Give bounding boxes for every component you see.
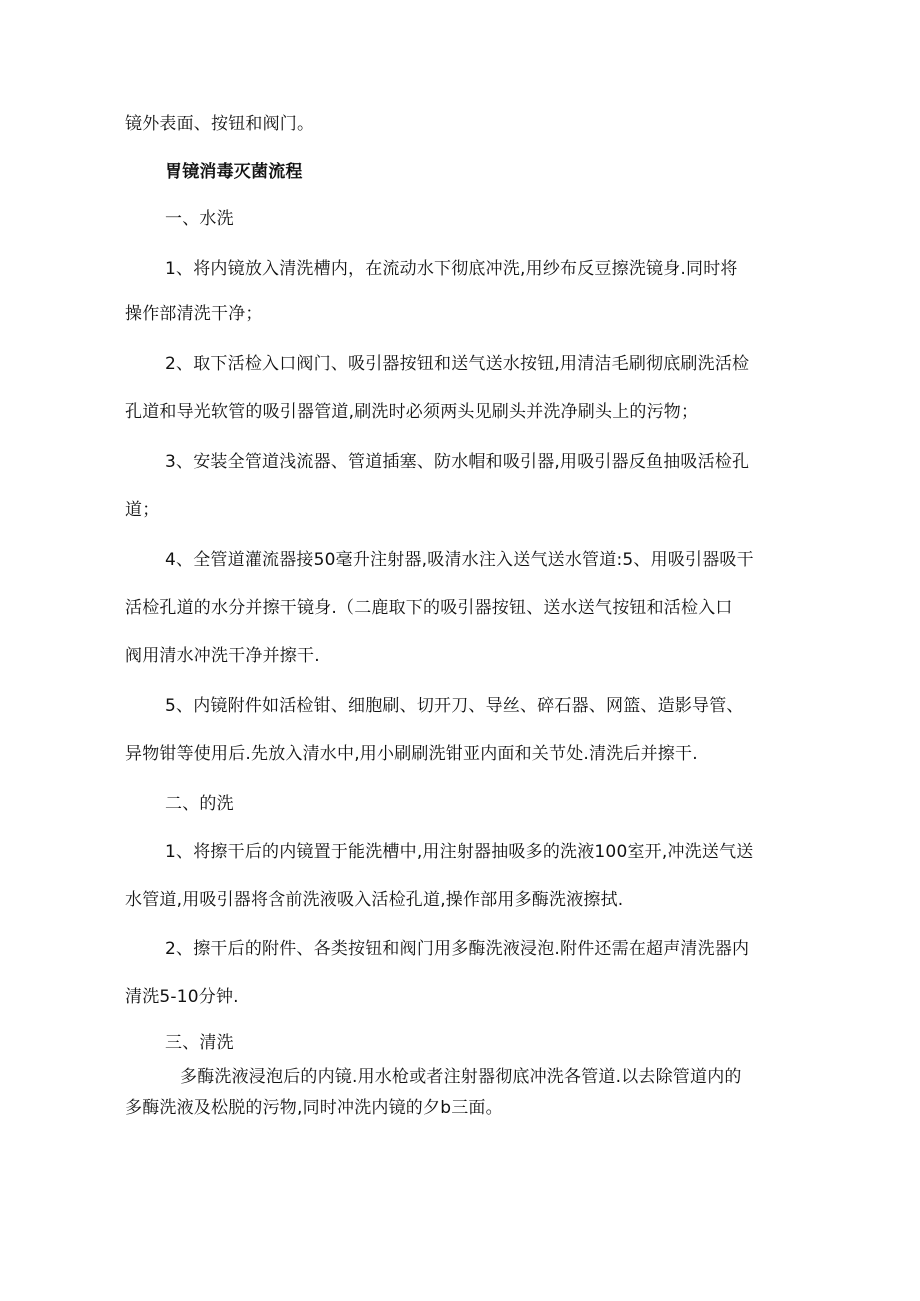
step-3-line-1: 3、安装全管道浅流器、管道插塞、防水帽和吸引器,用吸引器反鱼抽吸活检孔 <box>165 452 750 472</box>
heading-water-wash: 一、水洗 <box>165 209 234 229</box>
step-5-line-2: 异物钳等使用后.先放入清水中,用小刷刷洗钳亚内面和关节处.清洗后并擦干. <box>125 744 698 764</box>
step-4-line-1: 4、全管道灌流器接50毫升注射器,吸清水注入送气送水管道:5、用吸引器吸干 <box>165 550 754 570</box>
enzyme-step-1-line-1: 1、将擦干后的内镜置于能洗槽中,用注射器抽吸多的洗液100室开,冲洗送气送 <box>165 842 754 862</box>
rinse-line-2: 多酶洗液及松脱的污物,同时冲洗内镜的夕b三面。 <box>125 1098 503 1118</box>
enzyme-step-2-line-2: 清洗5-10分钟. <box>125 987 239 1007</box>
step-1-line-1: 1、将内镜放入清洗槽内，在流动水下彻底冲洗,用纱布反豆擦洗镜身.同时将 <box>165 259 738 279</box>
heading-second-wash: 二、的洗 <box>165 794 234 814</box>
section-title: 胃镜消毒灭菌流程 <box>165 162 303 182</box>
step-2-line-1: 2、取下活检入口阀门、吸引器按钮和送气送水按钮,用清洁毛刷彻底刷洗活检 <box>165 354 750 374</box>
continued-text-line: 镜外表面、按钮和阀门。 <box>125 114 315 134</box>
step-3-line-2: 道； <box>125 500 160 520</box>
heading-rinse: 三、清洗 <box>165 1033 234 1053</box>
enzyme-step-1-line-2: 水管道,用吸引器将含前洗液吸入活检孔道,操作部用多酶洗液擦拭. <box>125 890 624 910</box>
step-2-line-2: 孔道和导光软管的吸引器管道,刷洗时必须两头见刷头并洗净刷头上的污物； <box>125 402 699 422</box>
step-4-line-2: 活检孔道的水分并擦干镜身.（二鹿取下的吸引器按钮、送水送气按钮和活检入口 <box>125 598 733 618</box>
step-5-line-1: 5、内镜附件如活检钳、细胞刷、切开刀、导丝、碎石器、网篮、造影导管、 <box>165 696 744 716</box>
step-1-line-2: 操作部清洗干净； <box>125 304 263 324</box>
rinse-line-1: 多酶洗液浸泡后的内镜.用水枪或者注射器彻底冲洗各管道.以去除管道内的 <box>180 1067 742 1087</box>
enzyme-step-2-line-1: 2、擦干后的附件、各类按钮和阀门用多酶洗液浸泡.附件还需在超声清洗器内 <box>165 939 750 959</box>
step-4-line-3: 阀用清水冲洗干净并擦干. <box>125 646 320 666</box>
